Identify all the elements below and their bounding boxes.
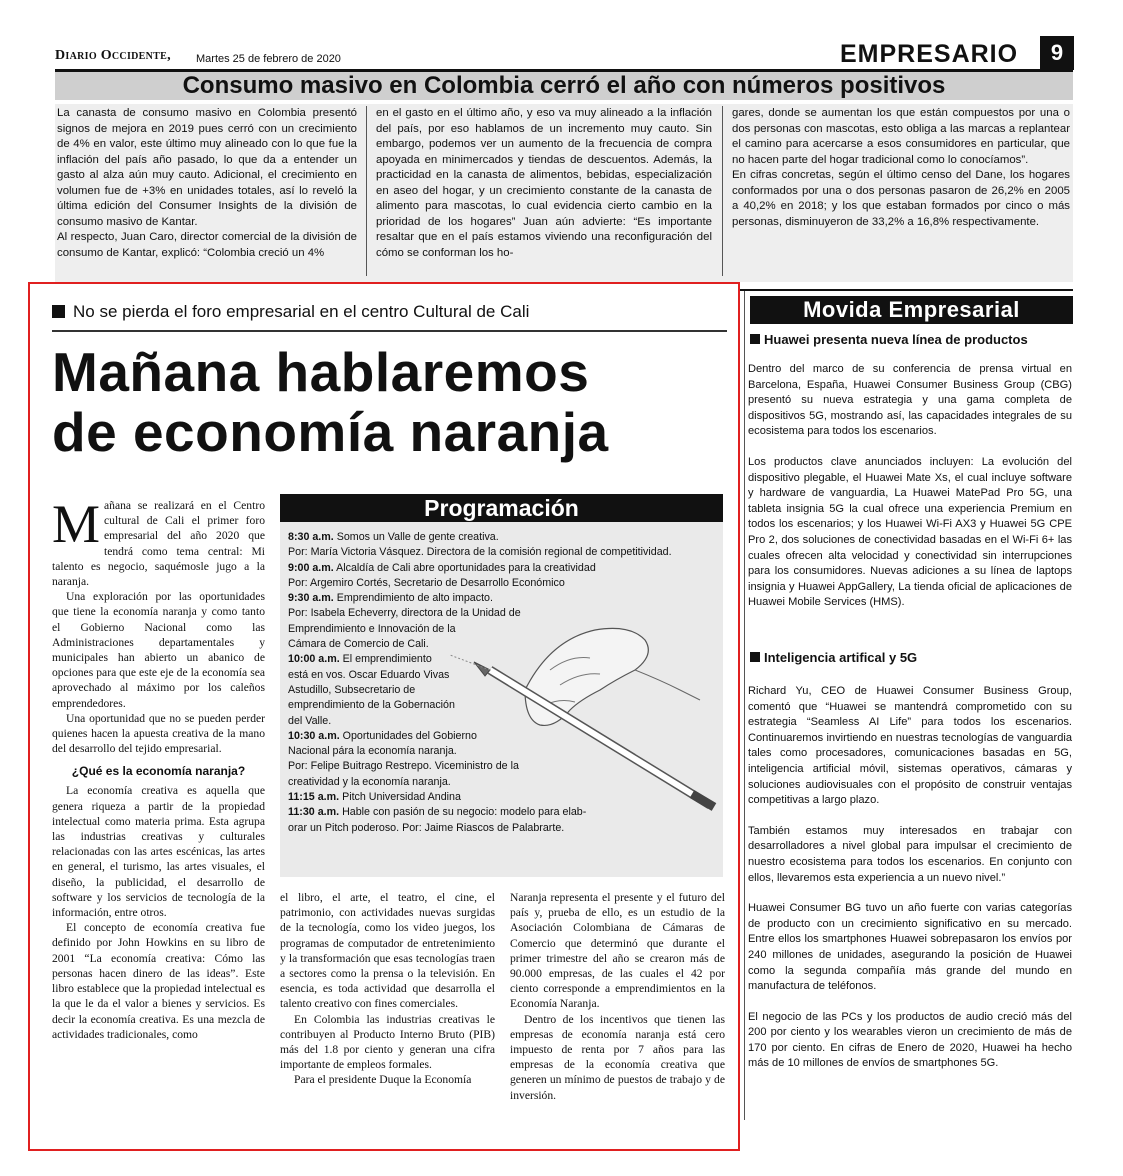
programacion-text: Oportunidades del Gobierno bbox=[339, 729, 477, 742]
programacion-text: está en vos. Oscar Eduardo Vivas bbox=[288, 668, 450, 681]
story-paragraph: Para el presidente Duque la Economía bbox=[294, 1073, 472, 1087]
story-text: añana se realizará en el Centro cultural de Cali el primer foro empresarial del año 2020 que tendrá como tema central: Mi talento es negocio, saquémosle jugo a la naranja. bbox=[52, 499, 265, 589]
story-paragraph bbox=[52, 494, 265, 589]
story-paragraph: Una oportunidad que no se pueden perder quienes hacen la apuesta creativa de la mano del desarrollo del tejido empresarial. bbox=[52, 711, 265, 756]
top-story-paragraph: en el gasto en el último año, y eso va muy alineado a la inflación del país, por eso hablamos de un incremento muy cauto. Sin embargo, podemos ver un aumento de la frecuencia de compra apoyada en minimercados y tiendas de descuentos. Además, la practicidad en la canasta de alimentos, bebidas, especialización en aseo del hogar, y un crecimiento constante de la canasta de alimento para mascotas, lo cual evidencia cierto cambio en la prioridad de los hogares” Juan aún advierte: “Es importante resaltar que en el país estamos viviendo una reconfiguración del cómo se conforman los ho- bbox=[376, 107, 712, 259]
programacion-line bbox=[288, 652, 588, 667]
programacion-line bbox=[288, 821, 588, 836]
story-paragraph: Dentro de los incentivos que tienen las empresas de economía naranja está cero impuesto de renta por 7 años para las empresas de la economía creativa que generen un mínimo de puestos de trabajo y de inversión. bbox=[510, 1012, 725, 1102]
sidebar-paragraph: Los productos clave anunciados incluyen: La evolución del dispositivo plegable, el Huawei Mate Xs, el cual incluye software y hardware de vanguardia, La Huawei MatePad Pro 5G, una tableta insignia 5G la cual ofrece una experiencia Premium en todos los escenarios; y los Huawei Wi-Fi AX3 y Huawei 5G CPE Pro 2, dos soluciones de conectividad basadas en el Wi-Fi 6+ las cuales ofrecen alta velocidad y conectividad sin interrupciones para los consumidores. Nuevas adiciones a su línea de laptops insignia y Huawei AppGallery, La tienda oficial de aplicaciones de Huawei Mobile Services (HMS). bbox=[748, 455, 1072, 609]
programacion-text: Hable con pasión de su negocio: modelo para elab- bbox=[339, 806, 587, 819]
square-bullet-icon bbox=[750, 652, 760, 662]
sidebar-paragraph: También estamos muy interesados en trabajar con desarrolladores a nivel global para impulsar el crecimiento de nuestro ecosistema para todos los escenarios. En conjunto con ellos, llevaremos esta experiencia a un nuevo nivel.” bbox=[748, 824, 1072, 884]
programacion-line bbox=[288, 606, 588, 621]
sidebar-paragraph: El negocio de las PCs y los productos de audio creció más del 200 por ciento y los wearables vieron un crecimiento de más de 170 por ciento. En cifras de Enero de 2020, Huawei ha hecho más de 10 millones de envíos de smartphones 5G. bbox=[748, 1010, 1072, 1070]
programacion-line bbox=[288, 744, 588, 759]
programacion-line bbox=[288, 561, 596, 576]
programacion-line bbox=[288, 637, 588, 652]
top-story-column-1 bbox=[57, 106, 357, 261]
drop-cap: M bbox=[52, 494, 101, 554]
programacion-text: Emprendimiento de alto impacto. bbox=[333, 592, 493, 605]
top-story-paragraph: La canasta de consumo masivo en Colombia presentó signos de mejora en 2019 pues cerró con un crecimiento de 4% en valor, este último muy alineado con lo que fue la inflación del país año pasado, lo que da a entender un gasto al alza aún muy cauto. Adicional, el crecimiento en volumen fue de +3% en unidades totales, así lo reveló la última edición del Consumer Insights de la división de consumo masivo de Kantar. bbox=[57, 107, 357, 228]
kicker-text: No se pierda el foro empresarial en el centro Cultural de Cali bbox=[73, 302, 530, 321]
story-paragraph: Naranja representa el presente y el futuro del país y, prueba de ello, es un estudio de la Asociación Colombiana de Cámaras de Comercio que determinó que durante el primer trimestre del año se crearon más de 90.000 empresas, de las cuales el 42 por ciento corresponde a emprendimientos en la Economía Naranja. bbox=[510, 891, 725, 1011]
story-paragraph: En Colombia las industrias creativas le contribuyen al Producto Interno Bruto (PIB) más del 1.8 por ciento y generan una cifra importante de empleos formales. bbox=[280, 1012, 495, 1072]
headline-line-2: de economía naranja bbox=[52, 401, 609, 463]
sidebar-title: Movida Empresarial bbox=[750, 296, 1073, 324]
sidebar-text-2 bbox=[748, 684, 1072, 1087]
sidebar-divider bbox=[744, 290, 745, 1120]
programacion-text: Somos un Valle de gente creativa. bbox=[333, 531, 499, 543]
programacion-text: del Valle. bbox=[288, 714, 332, 727]
programacion-line bbox=[288, 622, 588, 637]
programacion-text: Astudillo, Subsecretario de bbox=[288, 683, 416, 696]
sidebar-text-1 bbox=[748, 362, 1072, 626]
programacion-line bbox=[288, 790, 588, 805]
programacion-text: Alcaldía de Cali abre oportunidades para la creatividad bbox=[333, 561, 596, 574]
programacion-text: emprendimiento de la Gobernación bbox=[288, 699, 455, 712]
programacion-line bbox=[288, 729, 588, 744]
top-story-paragraph: gares, donde se aumentan los que están compuestos por una o dos personas con mascotas, esto obliga a las marcas a replantear el camino para acercarse a esos consumidores en particular, que no hacen parte del hogar tradicional como lo conocíamos”. bbox=[732, 107, 1070, 166]
sidebar-subhead-text: Inteligencia artifical y 5G bbox=[764, 650, 918, 665]
sidebar-subhead-1 bbox=[750, 332, 1028, 347]
main-headline bbox=[52, 342, 742, 462]
programacion-line bbox=[288, 668, 588, 683]
programacion-text: orar un Pitch poderoso. Por: Jaime Riascos de Palabrarte. bbox=[288, 821, 565, 834]
programacion-line bbox=[288, 530, 588, 545]
programacion-time: 10:30 a.m. bbox=[288, 729, 340, 742]
story-paragraph: el libro, el arte, el teatro, el cine, el patrimonio, con actividades nuevas surgidas de la tecnología, como los video juegos, los programas de computador de entretenimiento y la transformación que esas tecnologías traen a sectores como la prensa o la televisión. En esencia, es toda actividad que desarrolla el talento creativo con fines comerciales. bbox=[280, 891, 495, 1011]
story-column-1 bbox=[52, 494, 265, 1042]
programacion-text: Por: Isabela Echeverry, directora de la Unidad de bbox=[288, 607, 521, 620]
programacion-text: creatividad y la economía naranja. bbox=[288, 775, 451, 788]
top-story-column-3 bbox=[732, 106, 1070, 230]
programacion-text: El emprendimiento bbox=[339, 653, 432, 666]
top-story-headline: Consumo masivo en Colombia cerró el año con números positivos bbox=[182, 72, 946, 99]
story-kicker bbox=[52, 302, 529, 322]
story-paragraph: Una exploración por las oportunidades que tiene la economía naranja y como tanto el Gobierno Nacional como las Administraciones departamentales y municipales han abierto un abanico de opciones para que este eje de la economía sea aprovechado al máximo por los caleños emprendedores. bbox=[52, 590, 265, 710]
programacion-list bbox=[288, 530, 672, 836]
kicker-rule bbox=[52, 330, 727, 332]
programacion-text: Pitch Universidad Andina bbox=[339, 791, 461, 804]
story-subhead: ¿Qué es la economía naranja? bbox=[71, 764, 246, 779]
square-bullet-icon bbox=[52, 305, 65, 318]
sidebar-subhead-2 bbox=[750, 650, 917, 665]
programacion-time: 10:00 a.m. bbox=[288, 653, 340, 666]
programacion-line bbox=[288, 576, 588, 591]
sidebar-subhead-text: Huawei presenta nueva línea de productos bbox=[764, 332, 1028, 347]
sidebar-paragraph: Dentro del marco de su conferencia de prensa virtual en Barcelona, España, Huawei Consumer Business Group (CBG) presentó su nueva estrategia y una gama completa de dispositivos 5G, mostrando así, las capacidades integrales de su ecosistema para todos los escenarios. bbox=[748, 363, 1072, 438]
programacion-line bbox=[288, 545, 672, 560]
programacion-line bbox=[288, 775, 588, 790]
sidebar-paragraph: Huawei Consumer BG tuvo un año fuerte con varias categorías de producto con un crecimiento significativo en su mercado. Entre ellos los smartphones Huawei sobrepasaron los envíos por 240 millones de unidades, asegurando la posición de Huawei como la segunda compañía más grande del mundo en manufactura de teléfonos. bbox=[748, 902, 1072, 993]
story-paragraph: La economía creativa es aquella que genera riqueza a partir de la propiedad intelectual como materia prima. Esta agrupa las industrias creativas y culturales relacionadas con las artes escénicas, las artes en general, el turismo, las artes visuales, el diseño, la publicidad, el desarrollo de software y los servicios de tecnología de la información, entre otros. bbox=[52, 784, 265, 920]
programacion-text: Por: Argemiro Cortés, Secretario de Desarrollo Económico bbox=[288, 576, 565, 589]
top-story-paragraph: Al respecto, Juan Caro, director comercial de la división de consumo de Kantar, explicó: “Colombia creció un 4% bbox=[57, 231, 357, 259]
programacion-time: 9:30 a.m. bbox=[288, 592, 334, 605]
top-story-column-2 bbox=[376, 106, 712, 261]
programacion-time: 11:15 a.m. bbox=[288, 791, 340, 804]
programacion-time: 9:00 a.m. bbox=[288, 561, 334, 574]
sidebar-paragraph: Richard Yu, CEO de Huawei Consumer Business Group, comentó que “Huawei se mantendrá comprometido con su estrategia “Seamless AI Life” para todos los escenarios. Continuaremos invirtiendo en nuestras tecnologías de vanguardia tales como procesadores, comunicaciones basadas en 5G, inteligencia artificial móvil, sistemas operativos, cámaras y soluciones audiovisuales con el propósito de construir ventajas competitivas a largo plazo. bbox=[748, 685, 1072, 807]
programacion-text: Por: Felipe Buitrago Restrepo. Viceministro de la bbox=[288, 760, 519, 773]
programacion-text: Por: María Victoria Vásquez. Directora de la comisión regional de competitividad. bbox=[288, 546, 672, 559]
programacion-time: 8:30 a.m. bbox=[288, 531, 334, 543]
issue-date: Martes 25 de febrero de 2020 bbox=[196, 53, 341, 65]
sidebar-top-rule bbox=[740, 289, 1073, 291]
headline-line-1: Mañana hablaremos bbox=[52, 341, 590, 403]
column-divider bbox=[366, 106, 367, 276]
programacion-line bbox=[288, 805, 588, 820]
section-title: EMPRESARIO bbox=[840, 40, 1019, 68]
programacion-time: 11:30 a.m. bbox=[288, 806, 340, 819]
story-column-2 bbox=[280, 890, 495, 1088]
programacion-line bbox=[288, 714, 588, 729]
programacion-title: Programación bbox=[280, 494, 723, 522]
top-story-paragraph: En cifras concretas, según el último censo del Dane, los hogares conformados por una o dos personas pasaron de 26,2% en 2005 a 40,2% en 2018; y los que estaban formados por cinco o más personas, disminuyeron de 33,2% a 16,8% respectivamente. bbox=[732, 169, 1070, 228]
programacion-line bbox=[288, 759, 588, 774]
programacion-text: Emprendimiento e Innovación de la bbox=[288, 622, 456, 635]
programacion-line bbox=[288, 683, 588, 698]
story-column-3 bbox=[510, 890, 725, 1103]
page-number: 9 bbox=[1040, 36, 1074, 70]
programacion-line bbox=[288, 698, 588, 713]
programacion-line bbox=[288, 591, 588, 606]
programacion-text: Nacional pára la economía naranja. bbox=[288, 745, 457, 758]
square-bullet-icon bbox=[750, 334, 760, 344]
story-paragraph: El concepto de economía creativa fue definido por John Howkins en su libro de 2001 “La economía creativa: Cómo las personas hacen dinero de las ideas”. Este libro establece que la propiedad intelectual es la que le da el valor a bienes y servicios. Es decir la economía creativa. Es una mezcla de actividades tradicionales, como bbox=[52, 921, 265, 1041]
programacion-text: Cámara de Comercio de Cali. bbox=[288, 638, 429, 651]
column-divider bbox=[722, 106, 723, 276]
masthead: Diario Occidente, bbox=[55, 48, 171, 63]
